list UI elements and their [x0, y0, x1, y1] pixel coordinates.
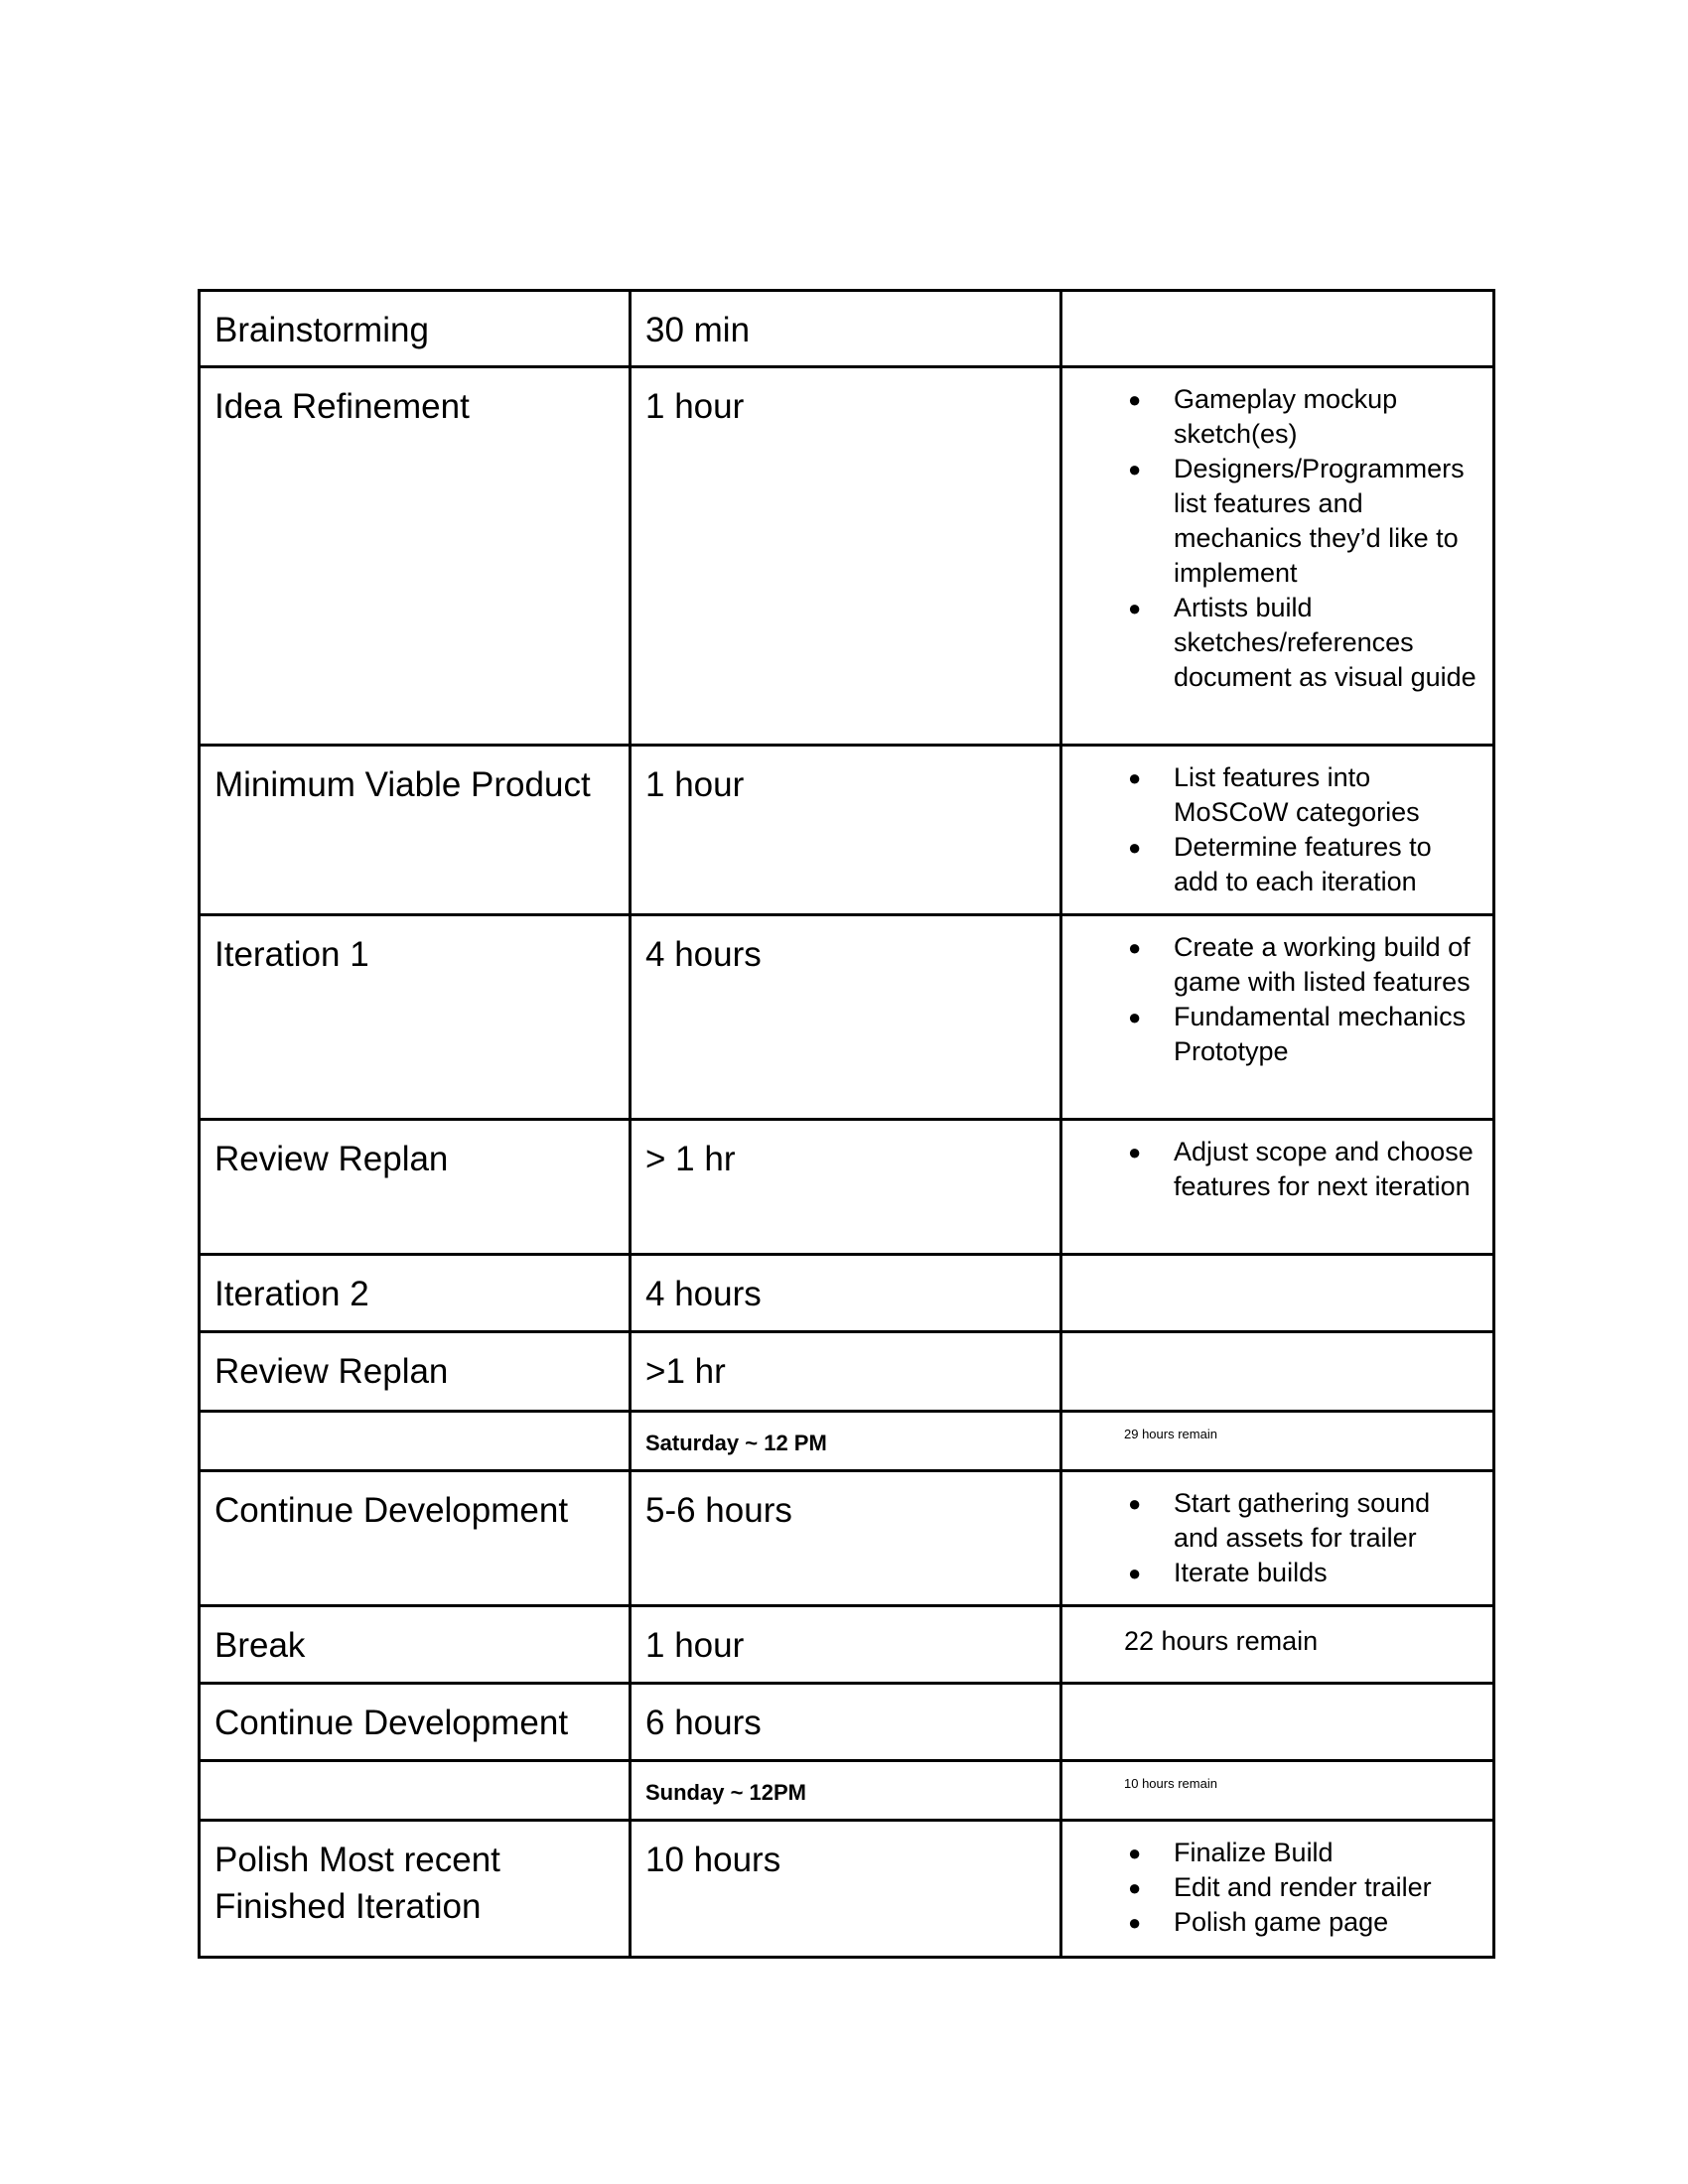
task-text: List features into MoSCoW categories	[1174, 762, 1420, 827]
duration-label: 4 hours	[645, 935, 762, 974]
activity-cell	[200, 1332, 631, 1412]
duration-label: 1 hour	[645, 387, 745, 426]
activity-label: Brainstorming	[214, 311, 429, 349]
activity-cell	[200, 1255, 631, 1332]
duration-cell	[631, 1684, 1061, 1761]
task-item	[1128, 452, 1478, 591]
bullet-icon: ●	[1128, 387, 1142, 412]
schedule-row	[200, 1761, 1494, 1821]
activity-cell	[200, 1606, 631, 1684]
bullet-icon: ●	[1128, 1561, 1142, 1585]
task-text: Start gathering sound and assets for trailer	[1174, 1488, 1431, 1553]
duration-cell	[631, 1471, 1061, 1606]
task-text: Adjust scope and choose features for next iteration	[1174, 1137, 1474, 1201]
task-item	[1128, 1836, 1478, 1870]
notes-cell	[1061, 1471, 1494, 1606]
task-item	[1128, 591, 1478, 695]
task-item	[1128, 930, 1478, 1000]
task-text: Create a working build of game with listed features	[1174, 932, 1471, 997]
bullet-icon: ●	[1128, 935, 1142, 960]
notes-cell	[1061, 1332, 1494, 1412]
schedule-row	[200, 746, 1494, 915]
task-list	[1062, 1121, 1492, 1204]
task-item	[1128, 382, 1478, 452]
activity-cell	[200, 1761, 631, 1821]
activity-label: Continue Development	[214, 1491, 569, 1530]
task-list	[1062, 916, 1492, 1069]
duration-label: 6 hours	[645, 1704, 762, 1742]
task-list	[1062, 1472, 1492, 1590]
schedule-row	[200, 1255, 1494, 1332]
activity-cell	[200, 746, 631, 915]
activity-cell	[200, 1684, 631, 1761]
task-list	[1062, 747, 1492, 899]
schedule-table	[198, 289, 1495, 1959]
bullet-icon: ●	[1128, 1875, 1142, 1900]
task-text: Gameplay mockup sketch(es)	[1174, 384, 1398, 449]
notes-cell	[1061, 1255, 1494, 1332]
notes-cell	[1061, 1821, 1494, 1958]
schedule-row	[200, 1471, 1494, 1606]
activity-cell	[200, 1412, 631, 1471]
schedule-body	[200, 291, 1494, 1958]
duration-label: 10 hours	[645, 1841, 781, 1879]
duration-cell	[631, 1332, 1061, 1412]
duration-label: 1 hour	[645, 765, 745, 804]
task-text: Fundamental mechanics Prototype	[1174, 1002, 1467, 1066]
schedule-row	[200, 1120, 1494, 1255]
hours-remaining: 10 hours remain	[1124, 1776, 1217, 1791]
task-text: Artists build sketches/references document as visual guide	[1174, 593, 1477, 692]
activity-label: Continue Development	[214, 1704, 569, 1742]
duration-label: 30 min	[645, 311, 751, 349]
task-text: Finalize Build	[1174, 1838, 1334, 1867]
duration-cell	[631, 915, 1061, 1120]
duration-cell	[631, 1412, 1061, 1471]
task-text: Determine features to add to each iteration	[1174, 832, 1432, 896]
task-text: Edit and render trailer	[1174, 1872, 1432, 1902]
schedule-row	[200, 1821, 1494, 1958]
bullet-icon: ●	[1128, 1841, 1142, 1865]
duration-label: 4 hours	[645, 1275, 762, 1313]
bullet-icon: ●	[1128, 1491, 1142, 1516]
task-item	[1128, 760, 1478, 830]
task-item	[1128, 1486, 1478, 1556]
bullet-icon: ●	[1128, 765, 1142, 790]
schedule-row	[200, 367, 1494, 746]
bullet-icon: ●	[1128, 835, 1142, 860]
activity-cell	[200, 915, 631, 1120]
schedule-row	[200, 1606, 1494, 1684]
activity-cell	[200, 1821, 631, 1958]
activity-label: Minimum Viable Product	[214, 765, 591, 804]
schedule-row	[200, 1332, 1494, 1412]
duration-label: >1 hr	[645, 1352, 726, 1391]
activity-label: Review Replan	[214, 1140, 449, 1178]
duration-cell	[631, 746, 1061, 915]
hours-remaining: 29 hours remain	[1124, 1427, 1217, 1441]
bullet-icon: ●	[1128, 1910, 1142, 1935]
notes-cell	[1061, 1684, 1494, 1761]
duration-cell	[631, 1120, 1061, 1255]
notes-cell	[1061, 1606, 1494, 1684]
bullet-icon: ●	[1128, 596, 1142, 620]
activity-cell	[200, 1120, 631, 1255]
task-item	[1128, 1000, 1478, 1069]
activity-cell	[200, 291, 631, 367]
hours-remaining: 22 hours remain	[1124, 1626, 1319, 1656]
notes-cell	[1061, 746, 1494, 915]
task-item	[1128, 1556, 1478, 1590]
notes-cell	[1061, 915, 1494, 1120]
task-item	[1128, 1135, 1478, 1204]
duration-label: 1 hour	[645, 1626, 745, 1665]
activity-label: Iteration 1	[214, 935, 369, 974]
day-marker: Sunday ~ 12PM	[645, 1780, 807, 1805]
activity-cell	[200, 367, 631, 746]
activity-label: Review Replan	[214, 1352, 449, 1391]
duration-cell	[631, 1255, 1061, 1332]
task-list	[1062, 1822, 1492, 1940]
duration-cell	[631, 1761, 1061, 1821]
duration-cell	[631, 367, 1061, 746]
notes-cell	[1061, 291, 1494, 367]
notes-cell	[1061, 1120, 1494, 1255]
task-list	[1062, 368, 1492, 695]
task-item	[1128, 830, 1478, 899]
activity-label: Polish Most recent Finished Iteration	[214, 1841, 500, 1926]
notes-cell	[1061, 1761, 1494, 1821]
task-text: Iterate builds	[1174, 1558, 1328, 1587]
task-text: Designers/Programmers list features and mechanics they’d like to implement	[1174, 454, 1465, 588]
schedule-row	[200, 1684, 1494, 1761]
notes-cell	[1061, 367, 1494, 746]
duration-cell	[631, 1821, 1061, 1958]
bullet-icon: ●	[1128, 1005, 1142, 1029]
schedule-row	[200, 1412, 1494, 1471]
activity-label: Idea Refinement	[214, 387, 470, 426]
task-item	[1128, 1905, 1478, 1940]
duration-label: > 1 hr	[645, 1140, 736, 1178]
bullet-icon: ●	[1128, 1140, 1142, 1164]
task-item	[1128, 1870, 1478, 1905]
duration-label: 5-6 hours	[645, 1491, 792, 1530]
activity-label: Break	[214, 1626, 306, 1665]
day-marker: Saturday ~ 12 PM	[645, 1431, 827, 1455]
schedule-row	[200, 291, 1494, 367]
duration-cell	[631, 1606, 1061, 1684]
activity-cell	[200, 1471, 631, 1606]
activity-label: Iteration 2	[214, 1275, 369, 1313]
bullet-icon: ●	[1128, 457, 1142, 481]
notes-cell	[1061, 1412, 1494, 1471]
task-text: Polish game page	[1174, 1907, 1389, 1937]
duration-cell	[631, 291, 1061, 367]
schedule-row	[200, 915, 1494, 1120]
